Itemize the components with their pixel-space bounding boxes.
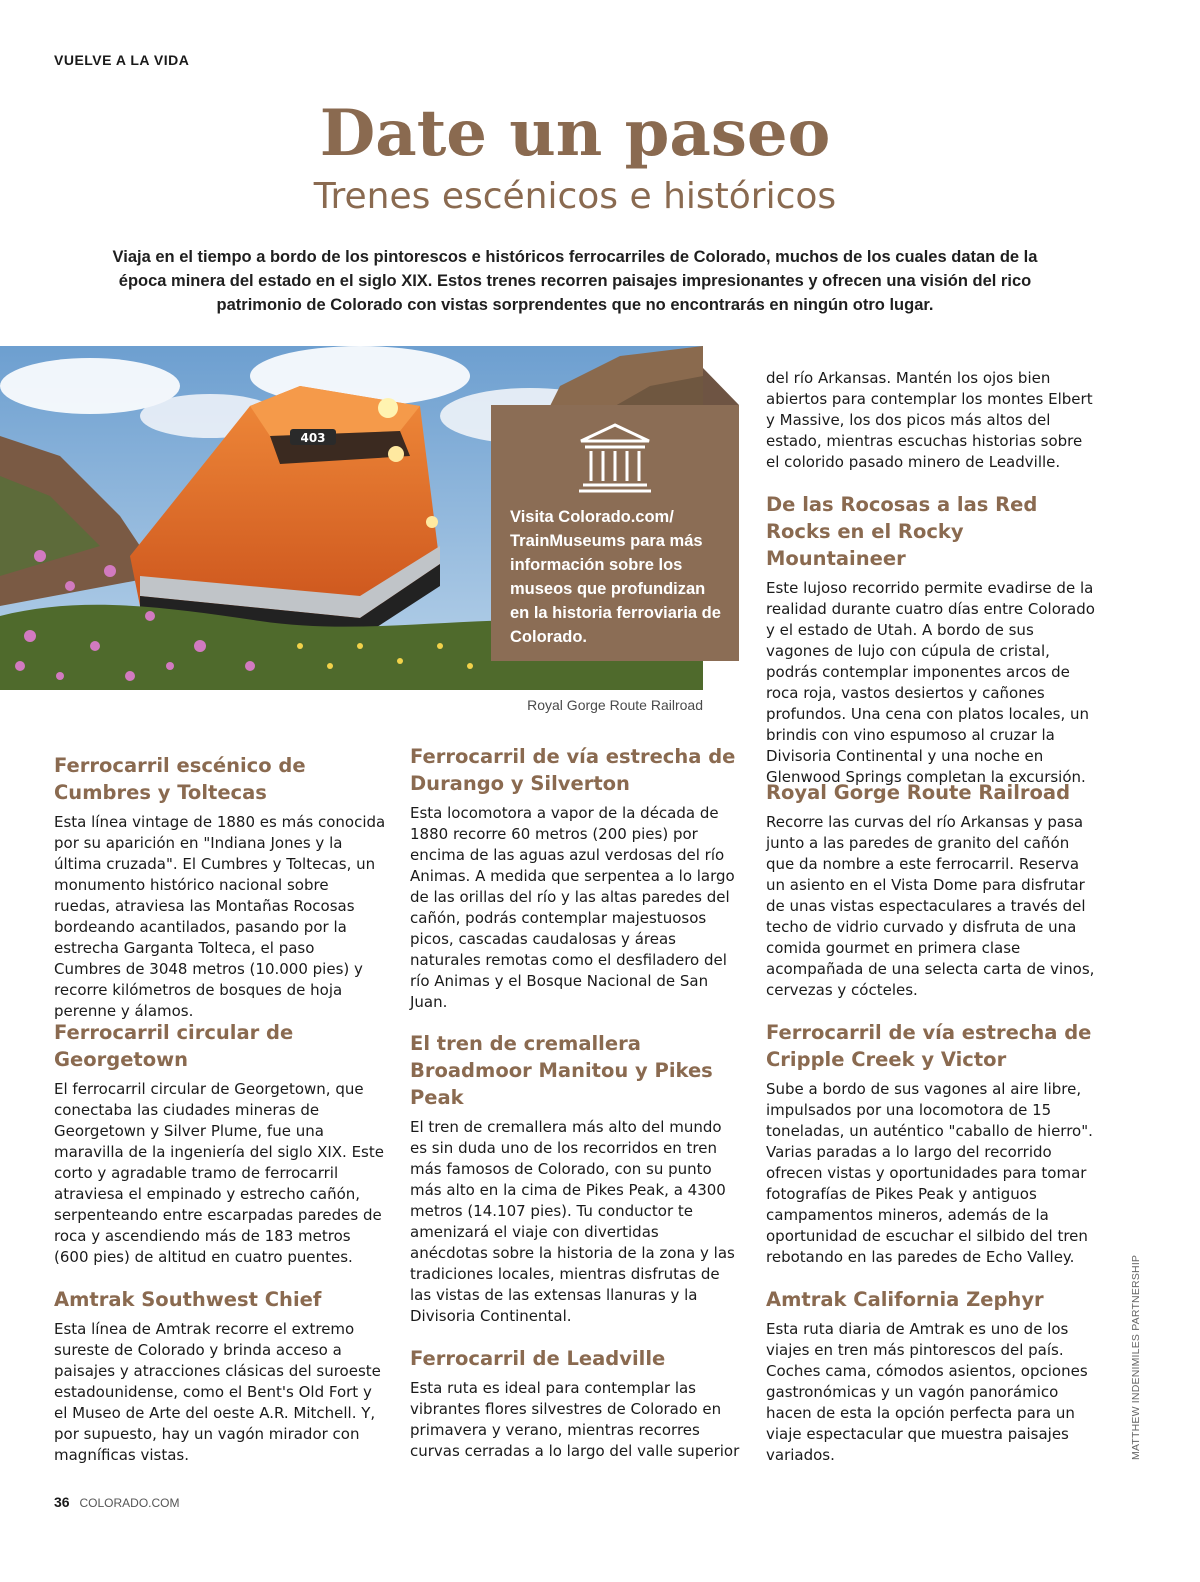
- section-heading: Ferrocarril circular de Georgetown: [54, 1021, 294, 1071]
- article-section: [766, 779, 1098, 1001]
- section-heading: Royal Gorge Route Railroad: [766, 781, 1071, 804]
- section-heading: Ferrocarril escénico de Cumbres y Toltecas: [54, 754, 306, 804]
- photo-credit: MATTHEW INDENIMILES PARTNERSHIP: [1130, 1254, 1142, 1460]
- intro-paragraph: Viaja en el tiempo a bordo de los pintorescos e históricos ferrocarriles de Colorado, muchos de los cuales datan de la época minera del estado en el siglo XIX. Estos trenes recorren paisajes impresionantes y ofrecen una visión del rico patrimonio de Colorado con vistas sorprendentes que no encontrarás en ningún otro lugar.: [112, 248, 1038, 314]
- museum-callout: [491, 405, 739, 661]
- locomotive-number: 403: [300, 431, 326, 445]
- section-heading: El tren de cremallera Broadmoor Manitou y Pikes Peak: [410, 1032, 713, 1109]
- section-body: Esta línea vintage de 1880 es más conocida por su aparición en "Indiana Jones y la última cruzada". El Cumbres y Toltecas, un monumento histórico nacional sobre ruedas, atraviesa las Montañas Rocosas bordeando acantilados, pasando por la estrecha Garganta Tolteca, el paso Cumbres de 3048 metros (10.000 pies) y recorre kilómetros de bosques de hoja perenne y álamos.: [54, 813, 386, 1020]
- article-continuation: [766, 362, 1098, 473]
- page-footer: [54, 1494, 179, 1510]
- article-section: [766, 1019, 1098, 1268]
- footer-site: COLORADO.COM: [79, 1496, 180, 1510]
- article-section: [410, 743, 740, 1013]
- section-body: Este lujoso recorrido permite evadirse de la realidad durante cuatro días entre Colorado y el estado de Utah. A bordo de sus vagones de lujo con cúpula de cristal, podrás contemplar imponentes arcos de roca roja, vastos desiertos y cañones profundos. Una cena con platos locales, un brindis con vino espumoso al cruzar la Divisoria Continental y una noche en Glenwood Springs completan la excursión.: [766, 579, 1095, 786]
- section-heading: Ferrocarril de Leadville: [410, 1347, 666, 1370]
- article-section: [54, 1019, 386, 1268]
- article-section: [54, 1286, 386, 1466]
- section-heading: Ferrocarril de vía estrecha de Durango y Silverton: [410, 745, 736, 795]
- section-body: El tren de cremallera más alto del mundo es sin duda uno de los recorridos en tren más famosos de Colorado, con su punto más alto en la cima de Pikes Peak, a 4300 metros (14.107 pies). Tu conductor te amenizará el viaje con divertidas anécdotas sobre la historia de la zona y las tradiciones locales, mientras disfrutas de las vistas de las extensas llanuras y la Divisoria Continental.: [410, 1118, 735, 1325]
- section-body: Esta locomotora a vapor de la década de 1880 recorre 60 metros (200 pies) por encima de las aguas azul verdosas del río Animas. A medida que serpentea a lo largo de las orillas del río y las altas paredes del cañón, podrás contemplar majestuosos picos, cascadas caudalosas y áreas naturales remotas como el desfiladero del río Animas y el Bosque Nacional de San Juan.: [410, 804, 735, 1011]
- section-heading: Amtrak Southwest Chief: [54, 1288, 322, 1311]
- callout-text: Visita Colorado.com/ TrainMuseums para más información sobre los museos que profundizan en la historia ferroviaria de Colorado.: [510, 508, 721, 646]
- callout-fold: [703, 368, 739, 405]
- section-body: El ferrocarril circular de Georgetown, que conectaba las ciudades mineras de Georgetown y Silver Plume, fue una maravilla de la ingeniería del siglo XIX. Este corto y agradable tramo de ferrocarril atraviesa el empinado y estrecho cañón, serpenteando entre escarpadas paredes de roca y ascendiendo más de 183 metros (600 pies) de altitud en cuatro puentes.: [54, 1080, 384, 1266]
- section-body: Sube a bordo de sus vagones al aire libre, impulsados por una locomotora de 15 toneladas, un auténtico "caballo de hierro". Varias paradas a lo largo del recorrido ofrecen vistas y oportunidades para tomar fotografías de Pikes Peak y antiguos campamentos mineros, además de la oportunidad de escuchar el silbido del tren rebotando en las paredes de Echo Valley.: [766, 1080, 1093, 1266]
- section-heading: De las Rocosas a las Red Rocks en el Rocky Mountaineer: [766, 493, 1038, 570]
- article-section: [410, 1030, 740, 1327]
- article-section: [410, 1345, 740, 1462]
- article-section: [54, 752, 386, 1022]
- page-subtitle: Trenes escénicos e históricos: [313, 176, 837, 217]
- section-heading: Amtrak California Zephyr: [766, 1288, 1044, 1311]
- page-title: Date un paseo: [319, 96, 831, 171]
- section-body: Esta línea de Amtrak recorre el extremo sureste de Colorado y brinda acceso a paisajes y atracciones clásicas del suroeste estadounidense, como el Bent's Old Fort y el Museo de Arte del oeste A.R. Mitchell. Y, por supuesto, hay un vagón mirador con magníficas vistas.: [54, 1320, 381, 1464]
- section-body: Esta ruta es ideal para contemplar las vibrantes flores silvestres de Colorado en primavera y verano, mientras recorres curvas cerradas a lo largo del valle superior: [410, 1379, 740, 1460]
- section-kicker: VUELVE A LA VIDA: [54, 52, 190, 68]
- continuation-body: del río Arkansas. Mantén los ojos bien abiertos para contemplar los montes Elbert y Massive, los dos picos más altos del estado, mientras escuchas historias sobre el colorido pasado minero de Leadville.: [766, 369, 1093, 471]
- photo-caption: Royal Gorge Route Railroad: [527, 697, 703, 713]
- section-body: Esta ruta diaria de Amtrak es uno de los viajes en tren más pintorescos del país. Coches cama, cómodos asientos, opciones gastronómicas y un vagón panorámico hacen de esta la opción perfecta para un viaje espectacular que muestra paisajes variados.: [766, 1320, 1088, 1464]
- article-section: [766, 1286, 1098, 1466]
- museum-icon: [577, 421, 653, 495]
- article-section: [766, 491, 1098, 788]
- page-number: 36: [54, 1494, 70, 1510]
- section-body: Recorre las curvas del río Arkansas y pasa junto a las paredes de granito del cañón que da nombre a este ferrocarril. Reserva un asiento en el Vista Dome para disfrutar de unas vistas espectaculares a través del techo de vidrio curvado y disfruta de una comida gourmet en primera clase acompañada de una selecta carta de vinos, cervezas y cócteles.: [766, 813, 1095, 999]
- section-heading: Ferrocarril de vía estrecha de Cripple Creek y Victor: [766, 1021, 1092, 1071]
